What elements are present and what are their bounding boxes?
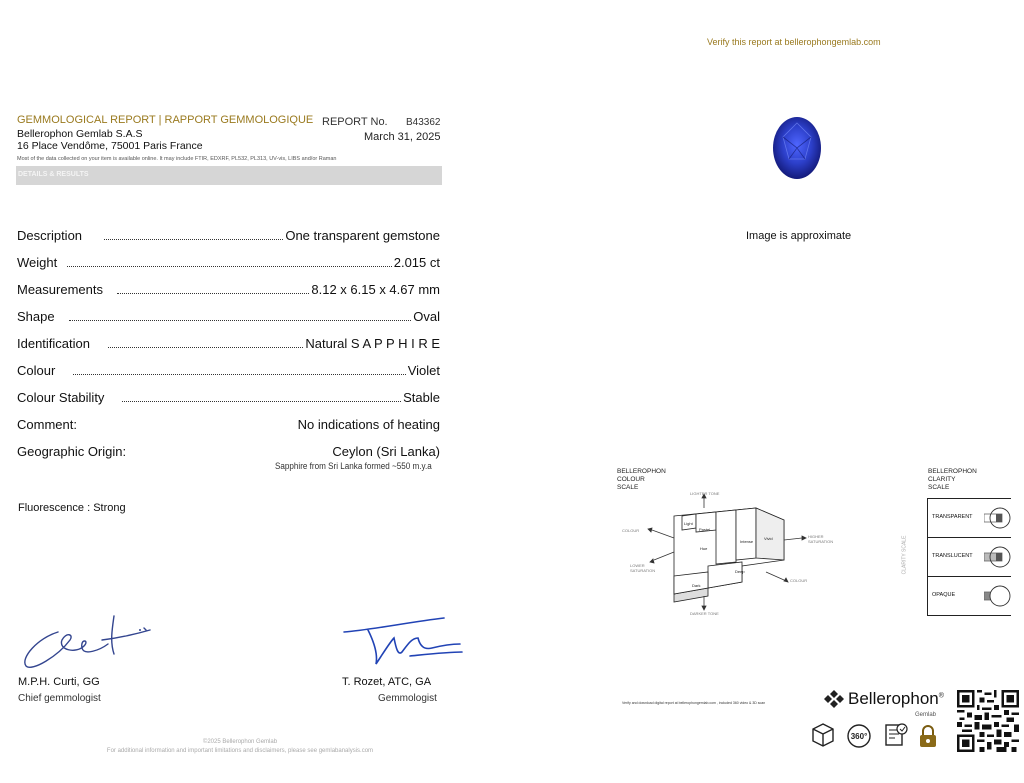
detail-row-measurements <box>17 281 440 297</box>
detail-label: Geographic Origin: <box>17 444 127 459</box>
detail-value: Violet <box>407 363 440 378</box>
deep-label: Deep <box>735 569 745 574</box>
intense-label: Intense <box>740 539 754 544</box>
data-note: Most of the data collected on your item is available online. It may include FTIR, EDXRF, PL532, PL313, UV-vis, LIBS and/or Raman <box>17 156 337 162</box>
footer-copyright: ©2025 Bellerophon Gemlab <box>202 739 278 745</box>
report-number-label: REPORT No. <box>322 116 388 128</box>
report-title: GEMMOLOGICAL REPORT | RAPPORT GEMMOLOGIQUE <box>17 114 314 126</box>
origin-note: Sapphire from Sri Lanka formed ~550 m.y.a <box>275 461 432 471</box>
lighter-tone-label: LIGHTER TONE <box>690 491 720 496</box>
dark-label: Dark <box>692 583 701 588</box>
detail-value: Natural S A P P H I R E <box>305 336 440 351</box>
light-label: Light <box>684 521 693 526</box>
gemstone-image <box>771 115 823 181</box>
colour-scale-diagram <box>616 486 838 620</box>
fluorescence: Fluorescence : Strong <box>18 502 126 514</box>
detail-row-colour <box>17 362 440 378</box>
detail-value: One transparent gemstone <box>285 228 440 243</box>
detail-value: 8.12 x 6.15 x 4.67 mm <box>311 282 440 297</box>
vivid-label: Vivid <box>764 536 773 541</box>
detail-row-identification <box>17 335 440 351</box>
darker-tone-label: DARKER TONE <box>690 611 719 616</box>
signer-2-role: Gemmologist <box>378 693 437 704</box>
pastel-label: Pastel <box>699 527 711 532</box>
brand-sub: Gemlab <box>915 712 937 718</box>
clarity-translucent: TRANSLUCENT <box>927 537 1011 577</box>
detail-label: Comment: <box>17 417 77 432</box>
detail-value: 2.015 ct <box>393 255 440 270</box>
svg-text:360°: 360° <box>850 732 868 741</box>
qr-code-icon[interactable] <box>956 690 1020 752</box>
clarity-opaque: OPAQUE <box>927 576 1011 616</box>
signer-1-role: Chief gemmologist <box>18 693 101 704</box>
360-icon[interactable] <box>846 723 872 749</box>
clarity-side-label: CLARITY SCALE <box>901 535 908 575</box>
download-note: Verify and download digital report at bellerophongemlab.com , included 360 video & 3D scan <box>622 701 766 705</box>
colour-right-label: COLOUR <box>790 578 808 583</box>
detail-label: Shape <box>17 309 55 324</box>
report-date: March 31, 2025 <box>364 131 441 143</box>
detail-row-origin <box>17 443 440 459</box>
detail-value: No indications of heating <box>297 417 440 432</box>
lower-saturation-label: LOWER SATURATION <box>630 563 656 573</box>
signer-2-name: T. Rozet, ATC, GA <box>342 676 432 688</box>
detail-value: Oval <box>413 309 440 324</box>
signature-curti <box>18 610 158 672</box>
detail-row-colour-stability <box>17 389 440 405</box>
clarity-scale-title: BELLEROPHON CLARITY SCALE <box>928 468 977 491</box>
section-bar <box>16 166 442 185</box>
clarity-transparent-icon <box>984 506 1012 530</box>
brand-name: Bellerophon® <box>848 689 944 708</box>
detail-row-weight <box>17 254 440 270</box>
image-approx-note: Image is approximate <box>746 230 852 242</box>
footer-disclaimer: For additional information and important limitations and disclaimers, please see gemlabanalysis.com <box>106 748 374 754</box>
signature-rozet <box>340 612 465 670</box>
detail-value: Ceylon (Sri Lanka) <box>332 444 440 459</box>
detail-label: Description <box>17 228 83 243</box>
certificate-icon[interactable] <box>883 722 909 748</box>
detail-label: Measurements <box>17 282 103 297</box>
3d-cube-icon[interactable] <box>810 722 836 748</box>
lab-address: 16 Place Vendôme, 75001 Paris France <box>17 140 203 152</box>
signer-1-name: M.P.H. Curti, GG <box>18 676 100 688</box>
detail-label: Weight <box>17 255 58 270</box>
higher-saturation-label: HIGHER SATURATION <box>808 534 834 544</box>
detail-row-description <box>17 227 440 243</box>
lock-icon[interactable] <box>918 724 938 748</box>
colour-scale-title: BELLEROPHON COLOUR SCALE <box>617 468 666 491</box>
clarity-translucent-icon <box>984 545 1012 569</box>
bellerophon-logo-icon <box>822 690 844 708</box>
clarity-opaque-icon <box>984 584 1012 608</box>
verify-link[interactable]: Verify this report at bellerophongemlab.com <box>707 37 881 47</box>
detail-value: Stable <box>403 390 440 405</box>
detail-label: Colour Stability <box>17 390 105 405</box>
colour-left-label: COLOUR <box>622 528 640 533</box>
detail-label: Colour <box>17 363 56 378</box>
report-number: B43362 <box>406 117 441 128</box>
detail-row-shape <box>17 308 440 324</box>
section-bar-label: DETAILS & RESULTS <box>18 171 89 178</box>
lab-name: Bellerophon Gemlab S.A.S <box>17 128 143 140</box>
clarity-transparent: TRANSPARENT <box>927 498 1011 538</box>
hue-label: Hue <box>700 546 708 551</box>
detail-row-comment <box>17 416 440 432</box>
detail-label: Identification <box>17 336 90 351</box>
